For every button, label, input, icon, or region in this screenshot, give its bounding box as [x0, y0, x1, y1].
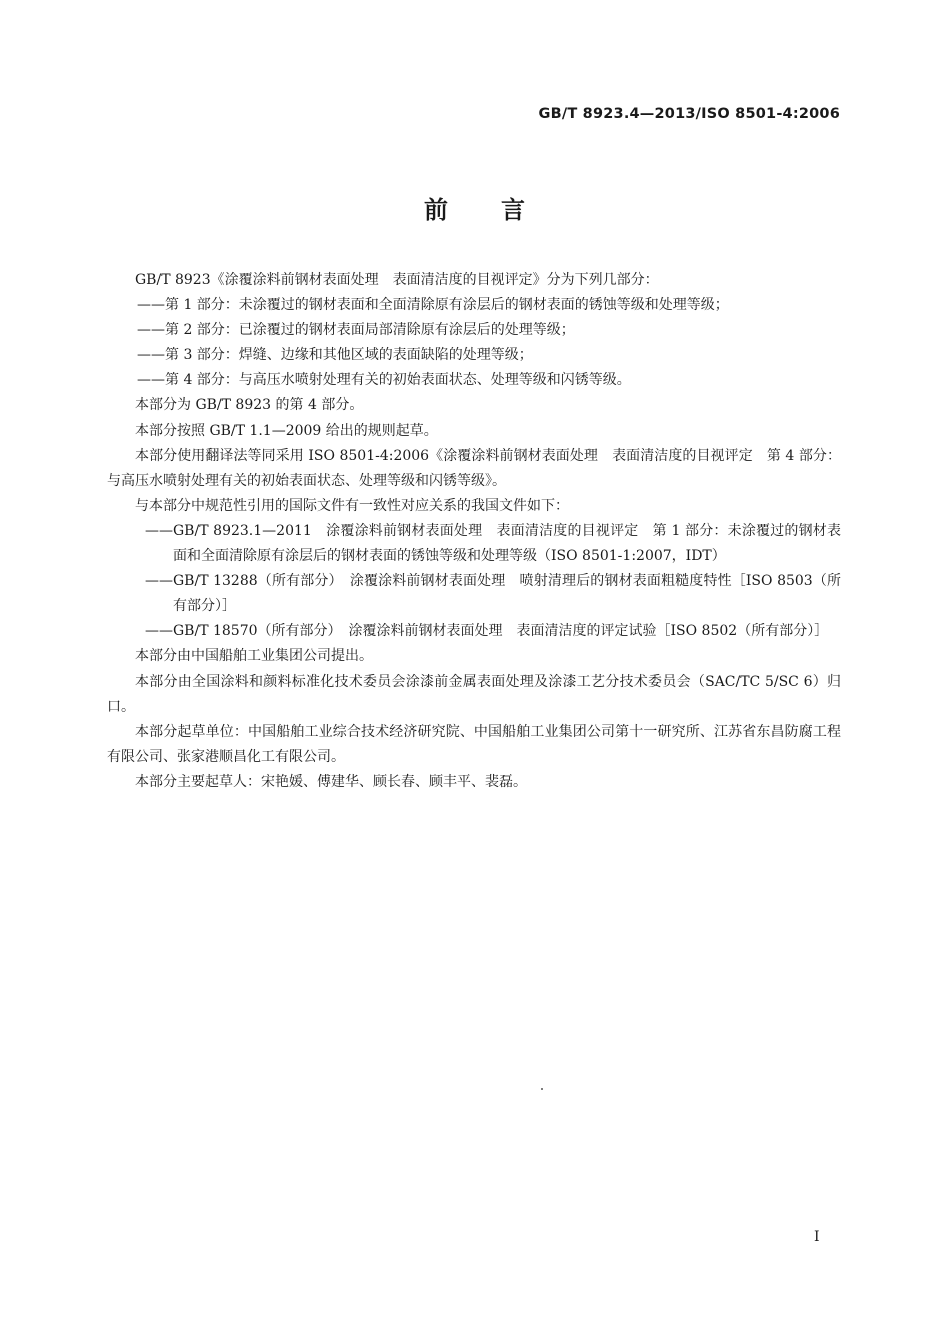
- reference-item-3: [145, 619, 841, 644]
- reference-item-1: [145, 519, 841, 569]
- references-intro-paragraph: 与本部分中规范性引用的国际文件有一致性对应关系的我国文件如下：: [135, 497, 569, 514]
- reference-item-2: [145, 569, 841, 619]
- drafting-rules-paragraph: 本部分按照 GB/T 1.1—2009 给出的规则起草。: [135, 422, 438, 439]
- page-number: I: [814, 1229, 820, 1245]
- part-item-4: ——第 4 部分：与高压水喷射处理有关的初始表面状态、处理等级和闪锈等级。: [137, 372, 631, 389]
- translation-paragraph: 本部分使用翻译法等同采用 ISO 8501-4:2006《涂覆涂料前钢材表面处理 表面清洁度的目视评定 第 4 部分：与高压水喷射处理有关的初始表面状态、处理等级和闪锈等级》。: [107, 447, 841, 489]
- committee-paragraph: 本部分由全国涂料和颜料标准化技术委员会涂漆前金属表面处理及涂漆工艺分技术委员会（SAC/TC 5/SC 6）归口。: [107, 673, 841, 715]
- scan-speck: [541, 1088, 543, 1090]
- page-title: [0, 190, 950, 225]
- foreword-body: [107, 268, 841, 795]
- drafters-paragraph: 本部分主要起草人：宋艳媛、傅建华、顾长春、顾丰平、裴磊。: [135, 773, 527, 790]
- title-char-2: 言: [501, 196, 526, 224]
- reference-dash: ——: [145, 573, 173, 590]
- title-char-1: 前: [424, 196, 449, 224]
- part-item-1: ——第 1 部分：未涂覆过的钢材表面和全面清除原有涂层后的钢材表面的锈蚀等级和处理等级；: [137, 297, 729, 314]
- part-item-2: ——第 2 部分：已涂覆过的钢材表面局部清除原有涂层后的处理等级；: [137, 322, 575, 339]
- part-number-paragraph: 本部分为 GB/T 8923 的第 4 部分。: [135, 397, 364, 414]
- reference-text: GB/T 8923.1—2011 涂覆涂料前钢材表面处理 表面清洁度的目视评定 第 1 部分：未涂覆过的钢材表面和全面清除原有涂层后的钢材表面的锈蚀等级和处理等级（ISO 8501-1:2007，IDT）: [173, 522, 841, 565]
- intro-paragraph: GB/T 8923《涂覆涂料前钢材表面处理 表面清洁度的目视评定》分为下列几部分：: [135, 272, 659, 288]
- part-item-3: ——第 3 部分：焊缝、边缘和其他区域的表面缺陷的处理等级；: [137, 347, 533, 364]
- proposed-by-paragraph: 本部分由中国船舶工业集团公司提出。: [135, 648, 373, 665]
- standard-code-header: GB/T 8923.4—2013/ISO 8501-4:2006: [538, 106, 840, 122]
- drafting-units-paragraph: 本部分起草单位：中国船舶工业综合技术经济研究院、中国船舶工业集团公司第十一研究所、江苏省东昌防腐工程有限公司、张家港顺昌化工有限公司。: [107, 723, 841, 765]
- reference-text: GB/T 18570（所有部分） 涂覆涂料前钢材表面处理 表面清洁度的评定试验［ISO 8502（所有部分）］: [173, 623, 829, 640]
- reference-dash: ——: [145, 522, 173, 539]
- reference-dash: ——: [145, 623, 173, 640]
- reference-text: GB/T 13288（所有部分） 涂覆涂料前钢材表面处理 喷射清理后的钢材表面粗糙度特性［ISO 8503（所有部分）］: [173, 573, 841, 615]
